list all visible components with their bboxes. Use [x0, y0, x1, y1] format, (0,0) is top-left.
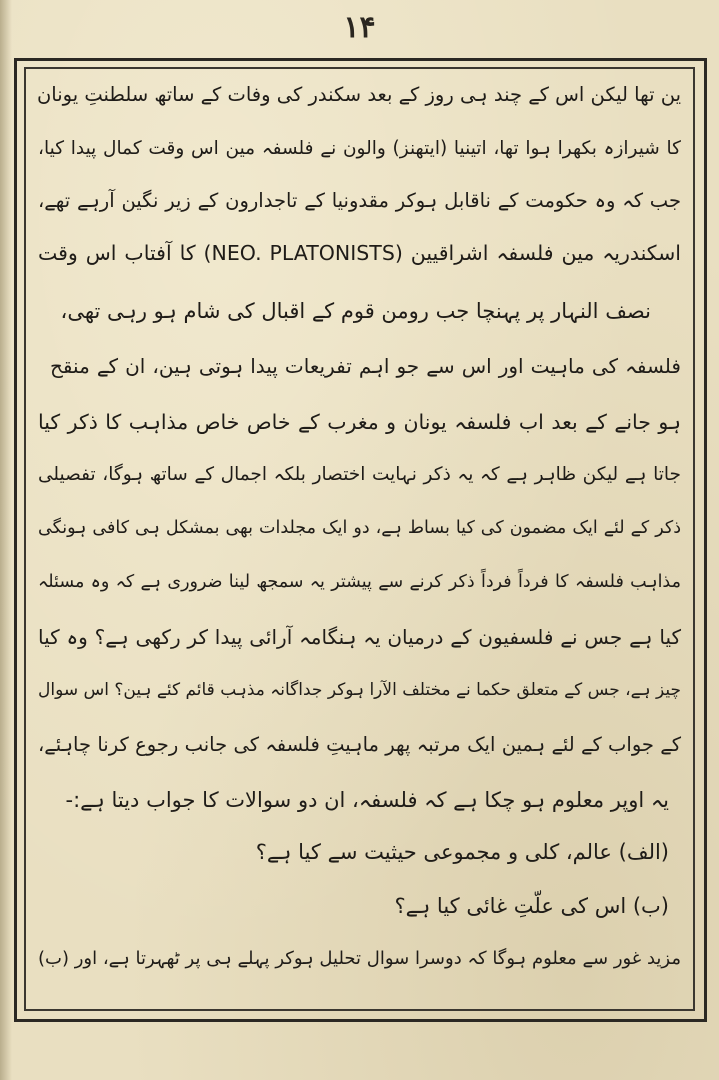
page-number: ۱۴ [343, 10, 376, 45]
text-line: ین تھا لیکن اس کے چند ہی روز کے بعد سکندر کی وفات کے ساتھ سلطنتِ یونان [36, 83, 681, 106]
text-line: ہو جانے کے بعد اب فلسفہ یونان و مغرب کے خاص خاص مذاہب کا ذکر کیا [38, 410, 681, 434]
text-line: یہ اوپر معلوم ہو چکا ہے کہ فلسفہ، ان دو سوالات کا جواب دیتا ہے:- [65, 788, 669, 812]
text-line: جاتا ہے لیکن ظاہر ہے کہ یہ ذکر نہایت اختصار بلکہ اجمال کے ساتھ ہوگا، تفصیلی [38, 464, 681, 485]
text-line: (الف) عالم، کلی و مجموعی حیثیت سے کیا ہے؟ [255, 840, 669, 864]
text-line: اسکندریہ مین فلسفہ اشراقیین (NEO. PLATONISTS) کا آفتاب اس وقت [38, 241, 681, 265]
text-line: چیز ہے، جس کے متعلق حکما نے مختلف الآرا ہوکر جداگانہ مذہب قائم کئے ہین؟ اس سوال [38, 680, 681, 700]
text-line: جب کہ وہ حکومت کے ناقابل ہوکر مقدونیا کے تاجدارون کے زیر نگین آرہے تھے، [38, 189, 681, 212]
text-line: نصف النہار پر پہنچا جب رومن قوم کے اقبال کی شام ہو رہی تھی، [60, 299, 651, 323]
binding-shadow [0, 0, 12, 1080]
body-text [32, 72, 687, 1006]
text-line: فلسفہ کی ماہیت اور اس سے جو اہم تفریعات پیدا ہوتی ہین، ان کے منقح [50, 354, 681, 378]
text-line: کے جواب کے لئے ہمین ایک مرتبہ پھر ماہیتِ فلسفہ کی جانب رجوع کرنا چاہئے، [38, 733, 681, 756]
text-line: کا شیرازہ بکھرا ہوا تھا، اتینیا (ایتھنز) والون نے فلسفہ مین اس وقت کمال پیدا کیا، [38, 138, 681, 159]
text-line: ذکر کے لئے ایک مضمون کی کیا بساط ہے، دو ایک مجلدات بھی بمشکل ہی کافی ہونگی [38, 518, 681, 538]
text-line: (ب) اس کی علّتِ غائی کیا ہے؟ [394, 894, 669, 918]
text-line: مزید غور سے معلوم ہوگا کہ دوسرا سوال تحلیل ہوکر پہلے ہی پر ٹھہرتا ہے، اور (ب) [38, 948, 681, 969]
text-line: مذاہب فلسفہ کا فرداً فرداً ذکر کرنے سے پیشتر یہ سمجھ لینا ضروری ہے کہ وہ مسئلہ [38, 572, 681, 592]
text-line: کیا ہے جس نے فلسفیون کے درمیان یہ ہنگامہ آرائی پیدا کر رکھی ہے؟ وہ کیا [38, 625, 681, 649]
